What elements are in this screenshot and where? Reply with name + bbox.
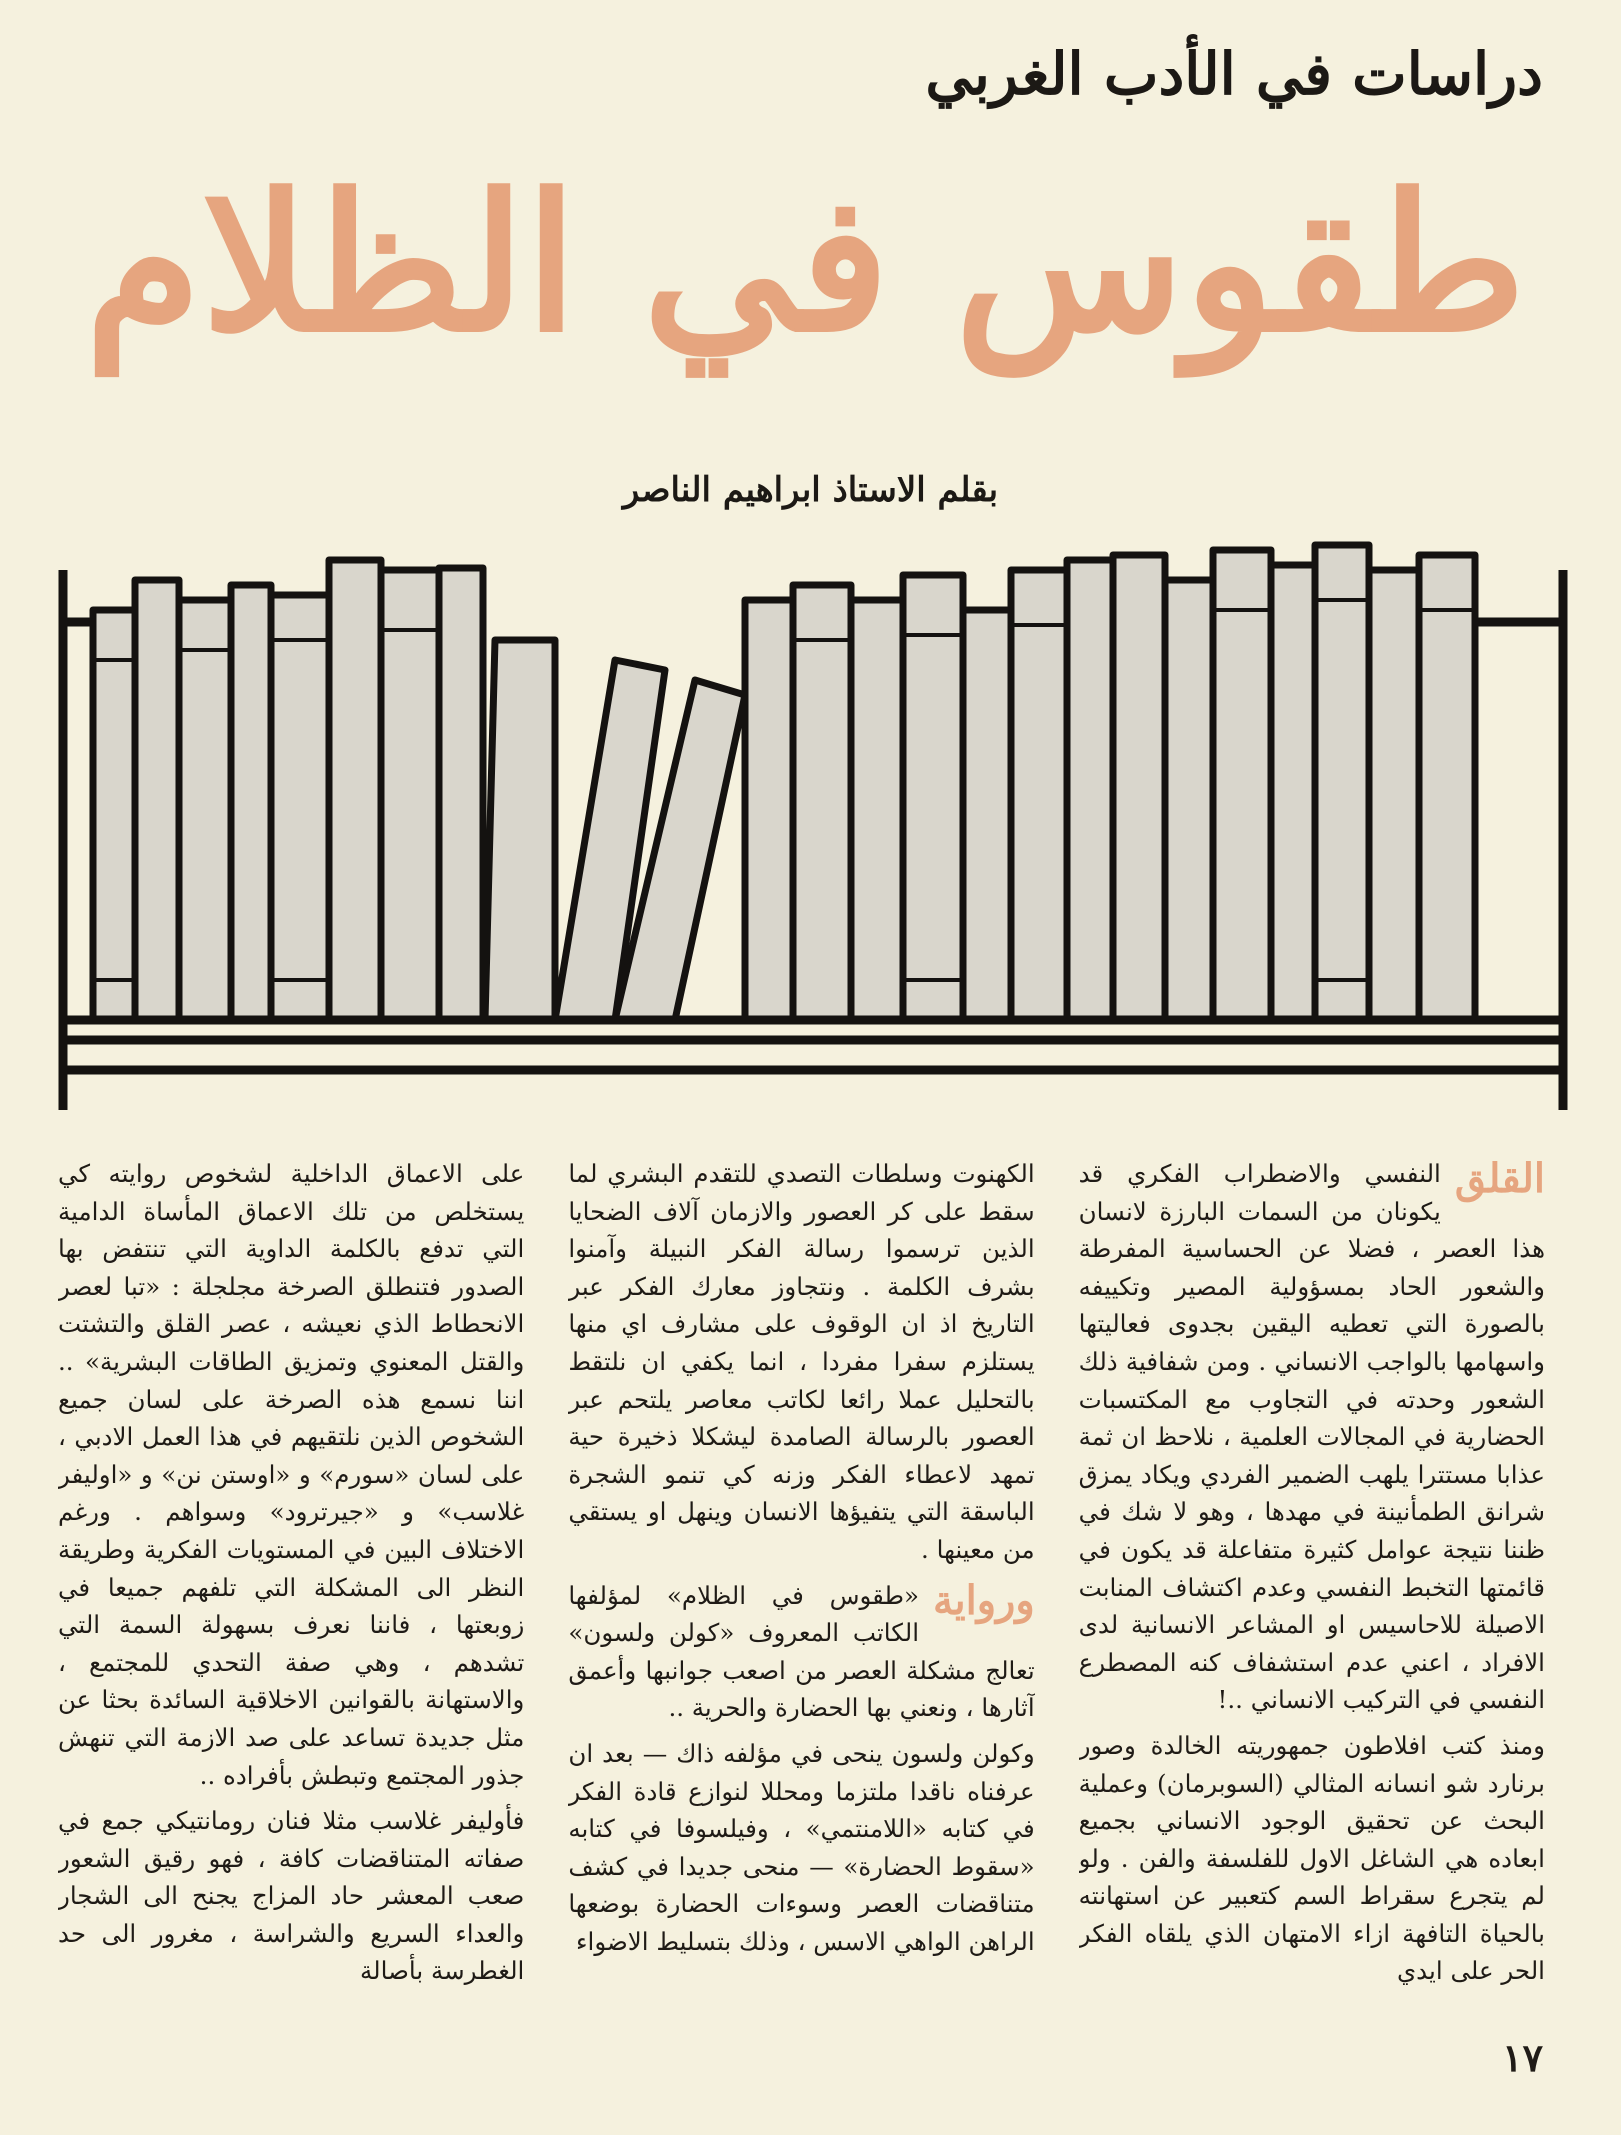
paragraph: النفسي والاضطراب الفكري قد يكونان من السمات البارزة لانسان هذا العصر ، فضلا عن الحساسية المفرطة والشعور الحاد بمسؤولية المصير وتكييفه بالصورة التي تعطيه اليقين بجدوى فعاليتها واسهامها بالواجب الانساني . ومن شفافية ذلك الشعور وحدته في التجاوب مع المكتسبات الحضارية في المجالات العلمية ، نلاحظ ان ثمة عذابا مستترا يلهب الضمير الفردي ويكاد يمزق شرانق الطمأنينة في مهدها ، وهو لا شك في ظننا نتيجة عوامل كثيرة متفاعلة قد يكون في قائمتها التخبط النفسي وعدم اكتشاف المنابت الاصيلة للاحاسيس او المشاعر الانسانية لدى الافراد ، اعني عدم استشفاف كنه المصطرع النفسي في التركيب الانساني ..! — [1078, 1159, 1545, 1715]
paragraph: ومنذ كتب افلاطون جمهوريته الخالدة وصور برنارد شو انسانه المثالي (السوبرمان) وعملية البحث عن تحقيق الوجود الانساني بجميع ابعاده هي الشاغل الاول للفلسفة والفن . ولو لم يتجرع سقراط السم كتعبير عن استهانته بالحياة التافهة ازاء الامتهان الذي يلقاه الفكر الحر على ايدي — [1078, 1730, 1545, 1986]
paragraph: وكولن ولسون ينحى في مؤلفه ذاك — بعد ان عرفناه ناقدا ملتزما ومحللا لنوازع قادة الفكر في كتابه «اللامنتمي» ، وفيلسوفا في كتابه «سقوط الحضارة» — منحى جديدا في كشف متناقضات العصر وسوءات الحضارة بوضعها الراهن الواهي الاسس ، وذلك بتسليط الاضواء — [568, 1738, 1035, 1956]
article-column-right — [1079, 1155, 1545, 2005]
byline: بقلم الاستاذ ابراهيم الناصر — [622, 470, 999, 510]
page-number: ١٧ — [1502, 2035, 1543, 2080]
paragraph: الكهنوت وسلطات التصدي للتقدم البشري لما سقط على كر العصور والازمان آلاف الضحايا الذين ترسموا رسالة الفكر النبيلة وآمنوا بشرف الكلمة . ونتجاوز معارك الفكر عبر التاريخ اذ ان الوقوف على مشارف اي منها يستلزم سفرا مفردا ، انما يكفي ان نلتقط بالتحليل عملا رائعا لكاتب معاصر يلتحم عبر العصور بالرسالة الصامدة ليشكلا ذخيرة حية تمهد لاعطاء الفكر وزنه كي تنمو الشجرة الباسقة التي يتفيؤها الانسان وينهل او يستقي من معينها . — [568, 1159, 1035, 1564]
sidehead-novel: ورواية — [933, 1576, 1035, 1624]
paragraph: على الاعماق الداخلية لشخوص روايته كي يستخلص من تلك الاعماق المأساة الدامية التي تدفع بالكلمة الداوية التي تنتفض بها الصدور فتنطلق الصرخة مجلجلة : «تبا لعصر الانحطاط الذي نعيشه ، عصر القلق والتشتت والقتل المعنوي وتمزيق الطاقات البشرية» .. اننا نسمع هذه الصرخة على لسان جميع الشخوص الذين نلتقيهم في هذا العمل الادبي ، على لسان «سورم» و «اوستن نن» و «اوليفر غلاسب» و «جيرترود» وسواهم . ورغم الاختلاف البين في المستويات الفكرية وطريقة النظر الى المشكلة التي تلفهم جميعا في زوبعتها ، فاننا نعرف بسهولة السمة التي تشدهم ، وهي صفة التحدي للمجتمع ، والاستهانة بالقوانين الاخلاقية السائدة بحثا عن مثل جديدة تساعد على صد الازمة التي تنهش جذور المجتمع وتبطش بأفراده .. — [58, 1159, 525, 1790]
article-column-middle — [568, 1155, 1034, 2005]
article-columns — [58, 1155, 1545, 2005]
paragraph: «طقوس في الظلام» لمؤلفها الكاتب المعروف «كولن ولسون» تعالج مشكلة العصر من اصعب جوانبها وأعمق آثارها ، ونعني بها الحضارة والحرية .. — [568, 1580, 1035, 1723]
paragraph: فأوليفر غلاسب مثلا فنان رومانتيكي جمع في صفاته المتناقضات كافة ، فهو رقيق الشعور صعب المعشر حاد المزاج يجنح الى الشجار والعداء السريع والشراسة ، مغرور الى حد الغطرسة بأصالة — [58, 1806, 525, 1986]
article-title: طقوس في الظلام — [84, 153, 1527, 374]
bookshelf-illustration — [55, 540, 1570, 1120]
sidehead-anxiety: القلق — [1454, 1155, 1545, 1202]
article-column-left — [58, 1155, 524, 2005]
series-heading: دراسات في الأدب الغربي — [925, 40, 1543, 108]
